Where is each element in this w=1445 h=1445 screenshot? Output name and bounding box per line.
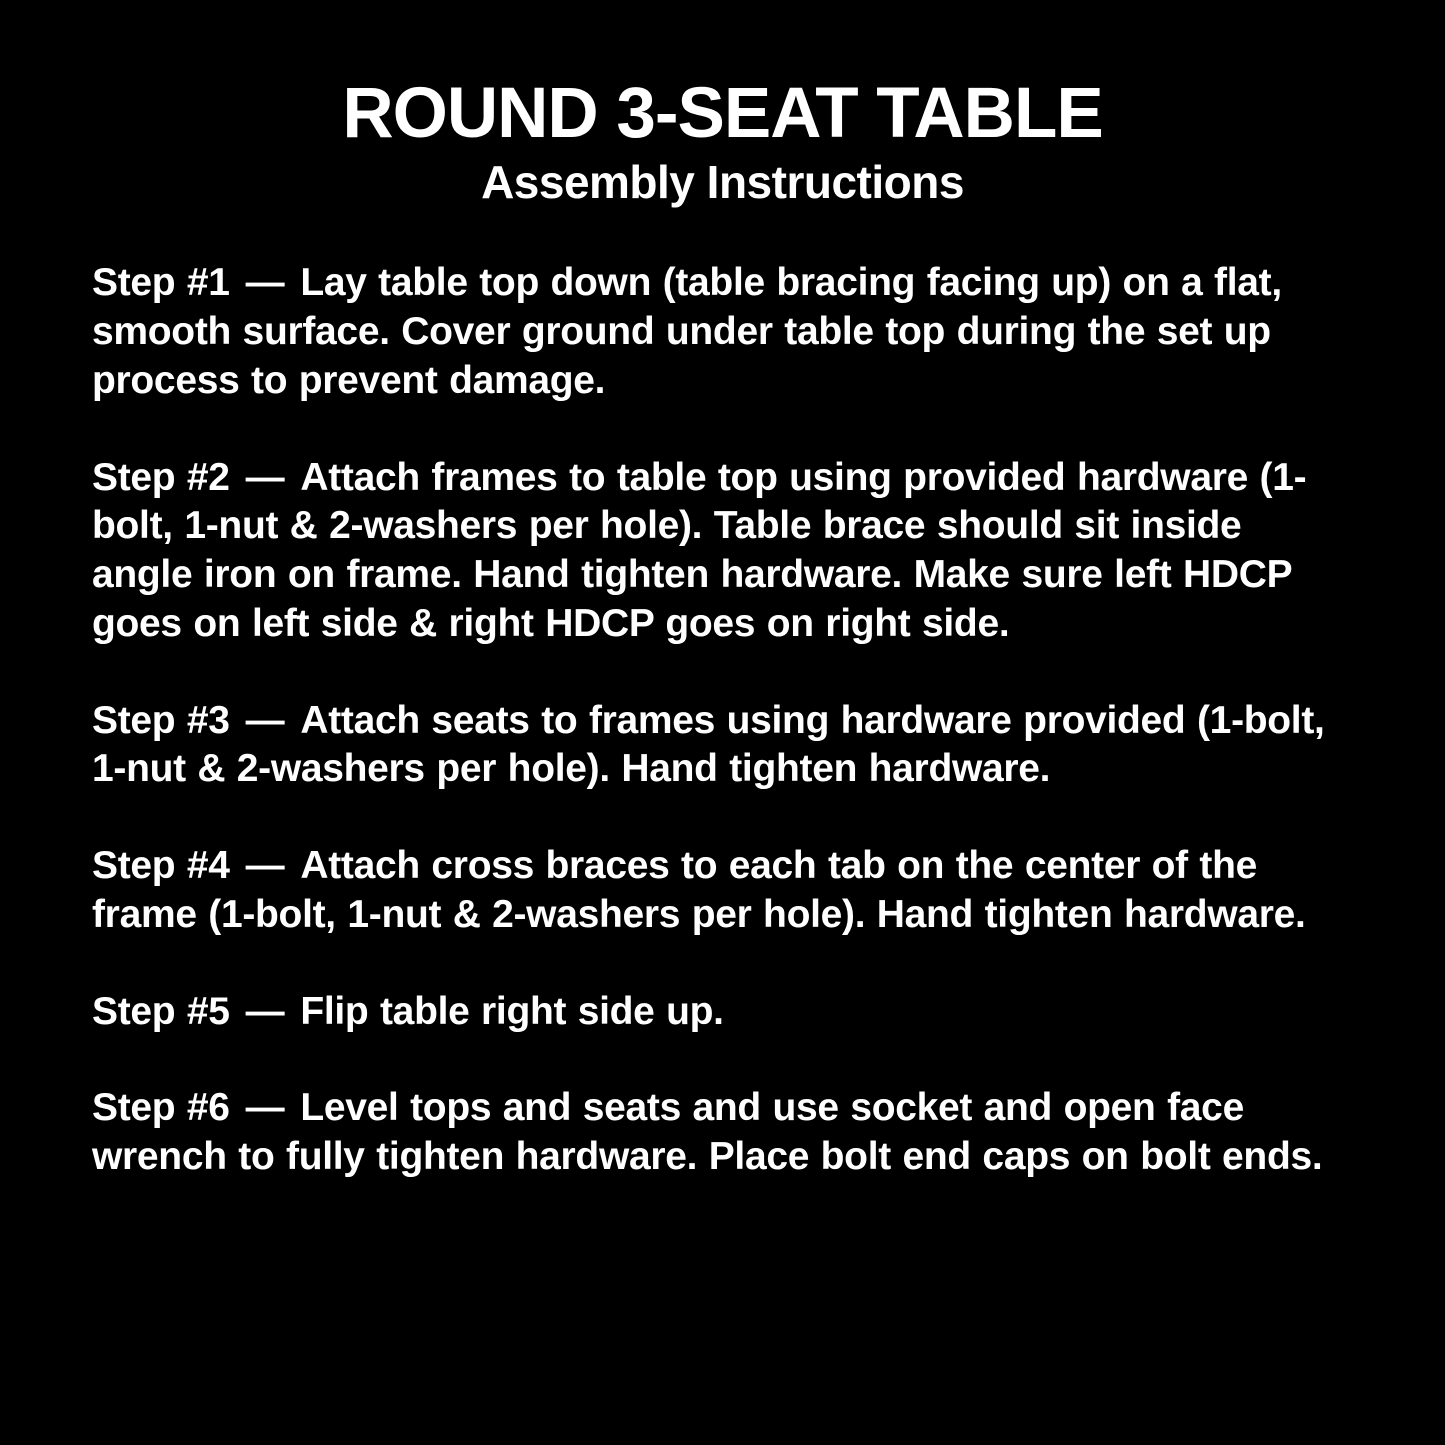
step-text: Level tops and seats and use socket and open face wrench to fully tighten hardware. Place bolt end caps on bolt ends. [92,1086,1323,1179]
step-item-2 [92,454,1353,649]
step-text: Lay table top down (table bracing facing up) on a flat, smooth surface. Cover ground under table top during the set up process to prevent damage. [92,261,1282,402]
step-label: Step #5 [92,989,230,1033]
step-dash: — [245,698,285,742]
step-dash: — [245,261,285,305]
step-dash: — [245,1086,285,1130]
step-item-4 [92,842,1353,940]
step-text: Attach seats to frames using hardware provided (1-bolt, 1-nut & 2-washers per hole). Hand tighten hardware. [92,698,1325,791]
step-item-3 [92,697,1353,795]
step-dash: — [245,989,285,1033]
step-text: Attach cross braces to each tab on the center of the frame (1-bolt, 1-nut & 2-washers per hole). Hand tighten hardware. [92,844,1306,936]
step-label: Step #1 [92,261,230,305]
step-label: Step #4 [92,844,230,888]
step-dash: — [245,455,285,499]
step-label: Step #6 [92,1086,230,1130]
step-item-6 [92,1084,1353,1182]
page-subtitle: Assembly Instructions [481,155,964,208]
step-text: Flip table right side up. [300,989,724,1033]
step-label: Step #2 [92,455,230,499]
step-item-1 [92,259,1353,405]
step-dash: — [245,844,285,888]
page-title: ROUND 3-SEAT TABLE [342,74,1103,153]
step-label: Step #3 [92,698,230,742]
step-text: Attach frames to table top using provided hardware (1-bolt, 1-nut & 2-washers per hole). Table brace should sit inside angle iron on frame. Hand tighten hardware. Make sure left HDCP goes on left side & right HDCP goes on right side. [92,455,1307,645]
step-item-5 [92,988,1353,1037]
